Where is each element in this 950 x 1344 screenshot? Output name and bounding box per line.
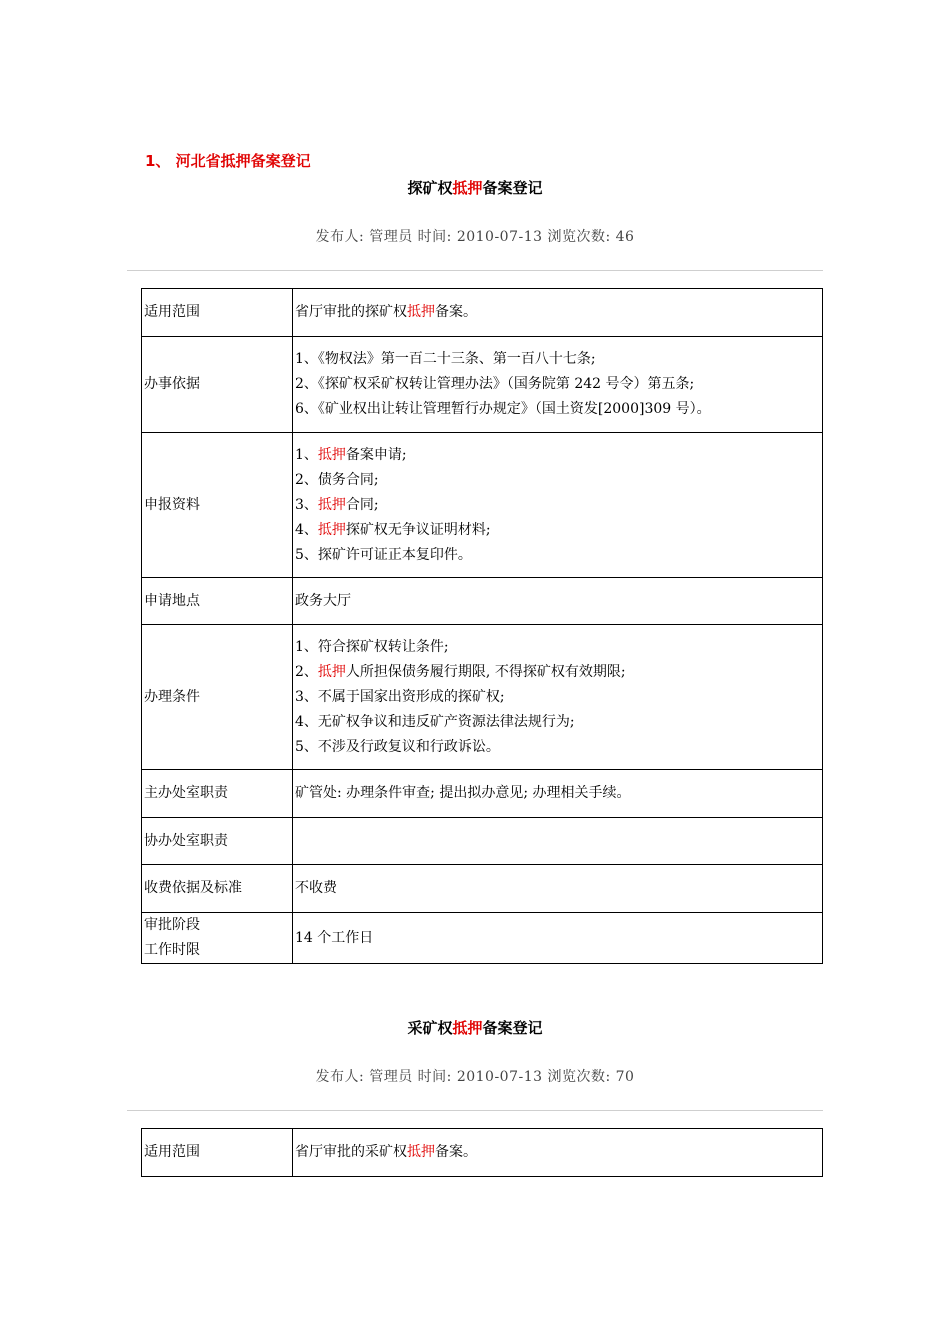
- row-label-scope: 适用范围: [142, 1129, 293, 1177]
- row-value-time-limit: 14 个工作日: [293, 913, 823, 964]
- row-label-materials: 申报资料: [142, 433, 293, 578]
- table-row: [142, 289, 823, 337]
- info-table-exploration: [141, 288, 823, 964]
- row-value-assist-office: [293, 818, 823, 865]
- row-label-assist-office: 协办处室职责: [142, 818, 293, 865]
- divider: [127, 1110, 823, 1111]
- row-value-location: 政务大厅: [293, 578, 823, 625]
- row-label-time-limit: 审批阶段 工作时限: [142, 913, 293, 964]
- row-value-main-office: 矿管处: 办理条件审查; 提出拟办意见; 办理相关手续。: [293, 770, 823, 818]
- row-label-basis: 办事依据: [142, 337, 293, 433]
- row-value-scope: 省厅审批的探矿权抵押备案。: [293, 289, 823, 337]
- section-heading: 1、 河北省抵押备案登记: [145, 152, 311, 170]
- article-meta-exploration: 发布人: 管理员 时间: 2010-07-13 浏览次数: 46: [315, 229, 635, 245]
- row-label-main-office: 主办处室职责: [142, 770, 293, 818]
- highlight-term: 抵押: [452, 1019, 483, 1037]
- table-row: [142, 865, 823, 913]
- row-label-scope: 适用范围: [142, 289, 293, 337]
- row-label-fees: 收费依据及标准: [142, 865, 293, 913]
- row-value-basis: 1、《物权法》第一百二十三条、第一百八十七条; 2、《探矿权采矿权转让管理办法》（国务院第 242 号令）第五条; 6、《矿业权出让转让管理暂行办规定》（国土资发[2000]309 号）。: [293, 337, 823, 433]
- table-row: [142, 1129, 823, 1177]
- table-row: [142, 625, 823, 770]
- table-row: [142, 578, 823, 625]
- row-value-conditions: 1、符合探矿权转让条件; 2、抵押人所担保债务履行期限, 不得探矿权有效期限; 3、不属于国家出资形成的探矿权; 4、无矿权争议和违反矿产资源法律法规行为; 5、不涉及行政复议和行政诉讼。: [293, 625, 823, 770]
- row-value-fees: 不收费: [293, 865, 823, 913]
- row-value-scope: 省厅审批的采矿权抵押备案。: [293, 1129, 823, 1177]
- row-value-materials: 1、抵押备案申请; 2、债务合同; 3、抵押合同; 4、抵押探矿权无争议证明材料; 5、探矿许可证正本复印件。: [293, 433, 823, 578]
- table-row: [142, 337, 823, 433]
- article-meta-mining: 发布人: 管理员 时间: 2010-07-13 浏览次数: 70: [315, 1069, 635, 1085]
- divider: [127, 270, 823, 271]
- row-label-conditions: 办理条件: [142, 625, 293, 770]
- table-row: [142, 770, 823, 818]
- table-row: [142, 913, 823, 964]
- article-title-mining: 采矿权抵押备案登记: [407, 1019, 543, 1037]
- info-table-mining: [141, 1128, 823, 1177]
- article-title-exploration: 探矿权抵押备案登记: [407, 179, 543, 197]
- table-row: [142, 818, 823, 865]
- highlight-term: 抵押: [452, 179, 483, 197]
- row-label-location: 申请地点: [142, 578, 293, 625]
- table-row: [142, 433, 823, 578]
